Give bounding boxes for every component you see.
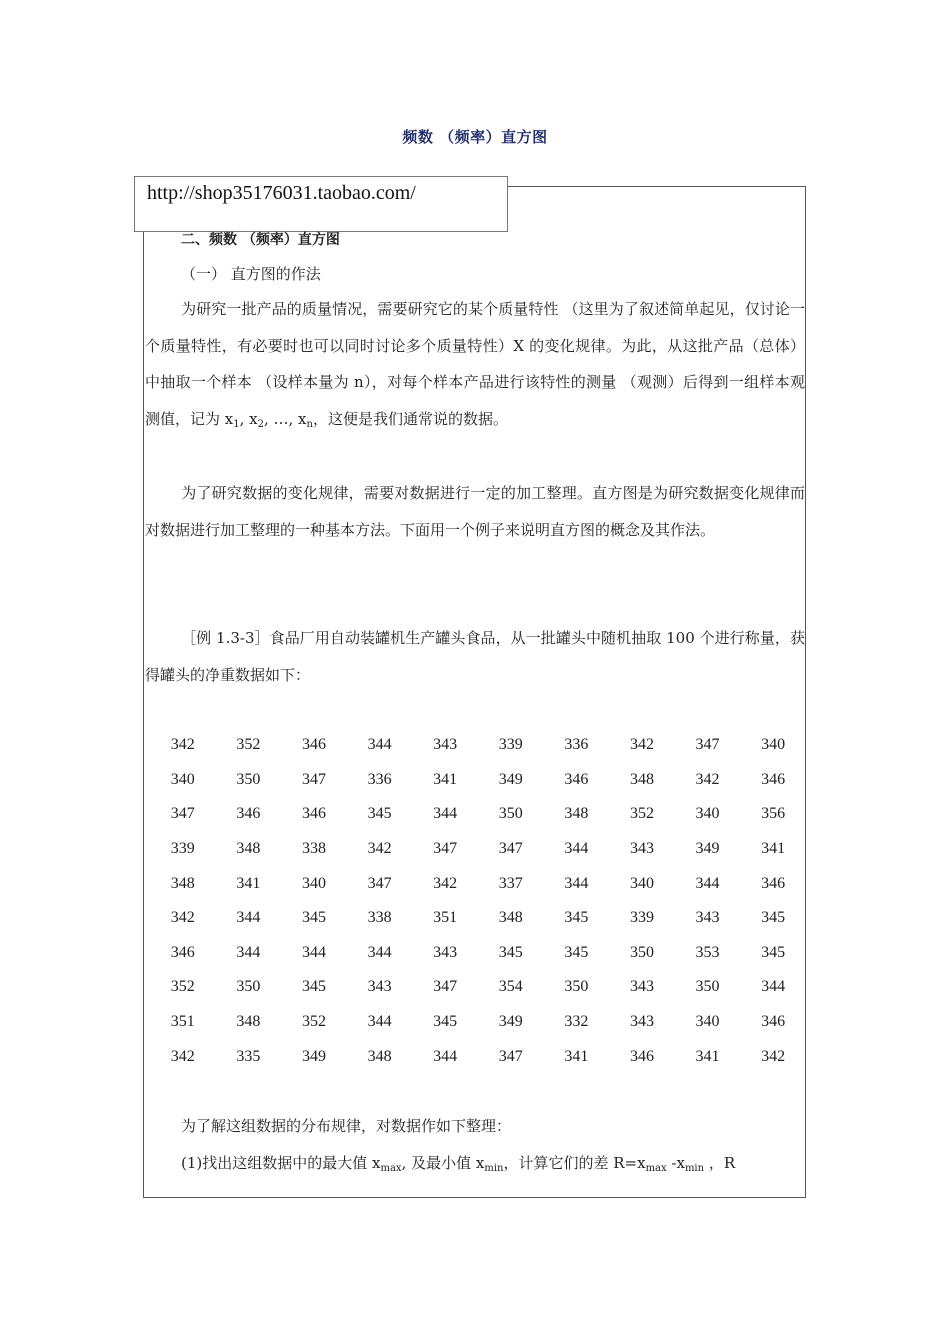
subscript-min-2: min bbox=[684, 1163, 705, 1174]
paragraph-3 bbox=[145, 1108, 805, 1145]
url-text: http://shop35176031.taobao.com/ bbox=[147, 182, 416, 204]
step-1-mid3: -x bbox=[666, 1154, 685, 1172]
table-cell: 332 bbox=[564, 1013, 589, 1031]
table-cell: 345 bbox=[433, 1013, 458, 1031]
table-row bbox=[150, 866, 806, 901]
table-cell: 345 bbox=[301, 978, 326, 996]
table-cell: 345 bbox=[564, 909, 589, 927]
table-cell: 348 bbox=[170, 874, 195, 892]
table-cell: 352 bbox=[629, 805, 654, 823]
paragraph-2 bbox=[145, 475, 805, 548]
table-cell: 344 bbox=[564, 874, 589, 892]
table-cell: 345 bbox=[367, 805, 392, 823]
table-cell: 343 bbox=[695, 909, 720, 927]
table-cell: 343 bbox=[433, 943, 458, 961]
table-cell: 349 bbox=[301, 1047, 326, 1065]
subscript-min: min bbox=[484, 1163, 504, 1174]
table-cell: 345 bbox=[761, 909, 786, 927]
table-cell: 346 bbox=[301, 805, 326, 823]
table-cell: 336 bbox=[564, 736, 589, 754]
table-cell: 342 bbox=[170, 1047, 195, 1065]
table-cell: 345 bbox=[761, 943, 786, 961]
step-1 bbox=[145, 1145, 805, 1188]
table-row bbox=[150, 901, 806, 936]
table-cell: 352 bbox=[236, 736, 261, 754]
table-cell: 351 bbox=[170, 1013, 195, 1031]
url-watermark-box bbox=[134, 176, 508, 232]
table-cell: 346 bbox=[761, 874, 786, 892]
table-cell: 347 bbox=[301, 770, 326, 788]
table-cell: 350 bbox=[695, 978, 720, 996]
table-cell: 337 bbox=[498, 874, 523, 892]
table-cell: 343 bbox=[629, 978, 654, 996]
document-title: 频数 （频率）直方图 bbox=[402, 128, 548, 146]
table-cell: 347 bbox=[695, 736, 720, 754]
table-cell: 335 bbox=[236, 1047, 261, 1065]
sub-heading: （一） 直方图的作法 bbox=[181, 265, 321, 283]
table-cell: 352 bbox=[301, 1013, 326, 1031]
table-cell: 338 bbox=[301, 840, 326, 858]
step-1-end: ，R bbox=[704, 1154, 736, 1172]
separator-2: , …, x bbox=[263, 409, 307, 428]
table-cell: 344 bbox=[367, 736, 392, 754]
table-cell: 347 bbox=[433, 978, 458, 996]
table-cell: 342 bbox=[695, 770, 720, 788]
table-cell: 346 bbox=[761, 1013, 786, 1031]
table-cell: 344 bbox=[301, 943, 326, 961]
table-cell: 336 bbox=[367, 770, 392, 788]
table-cell: 340 bbox=[695, 805, 720, 823]
table-cell: 338 bbox=[367, 909, 392, 927]
table-cell: 343 bbox=[433, 736, 458, 754]
table-cell: 339 bbox=[629, 909, 654, 927]
table-cell: 348 bbox=[236, 840, 261, 858]
paragraph-2-text: 为了研究数据的变化规律，需要对数据进行一定的加工整理。直方图是为研究数据变化规律而对数据进行加工整理的一种基本方法。下面用一个例子来说明直方图的概念及其作法。 bbox=[145, 484, 805, 539]
table-row bbox=[150, 797, 806, 832]
subscript-1: 1 bbox=[233, 418, 240, 430]
paragraph-1-end: ，这便是我们通常说的数据。 bbox=[312, 409, 508, 428]
table-cell: 347 bbox=[367, 874, 392, 892]
table-cell: 345 bbox=[564, 943, 589, 961]
table-cell: 345 bbox=[301, 909, 326, 927]
table-cell: 345 bbox=[498, 943, 523, 961]
table-cell: 350 bbox=[498, 805, 523, 823]
subscript-2: 2 bbox=[257, 418, 264, 430]
table-cell: 341 bbox=[695, 1047, 720, 1065]
table-cell: 344 bbox=[433, 1047, 458, 1065]
table-cell: 348 bbox=[236, 1013, 261, 1031]
table-cell: 347 bbox=[433, 840, 458, 858]
table-cell: 344 bbox=[564, 840, 589, 858]
table-cell: 343 bbox=[367, 978, 392, 996]
table-cell: 344 bbox=[367, 943, 392, 961]
table-cell: 341 bbox=[433, 770, 458, 788]
table-cell: 340 bbox=[170, 770, 195, 788]
subscript-max: max bbox=[380, 1163, 402, 1174]
table-row bbox=[150, 970, 806, 1005]
table-cell: 340 bbox=[761, 736, 786, 754]
table-cell: 350 bbox=[629, 943, 654, 961]
table-cell: 347 bbox=[498, 1047, 523, 1065]
table-cell: 349 bbox=[498, 1013, 523, 1031]
table-cell: 347 bbox=[170, 805, 195, 823]
table-row bbox=[150, 728, 806, 763]
separator-1: , x bbox=[239, 409, 258, 428]
table-cell: 349 bbox=[498, 770, 523, 788]
step-1-mid2: ，计算它们的差 R=x bbox=[503, 1154, 646, 1172]
table-cell: 352 bbox=[170, 978, 195, 996]
table-cell: 344 bbox=[367, 1013, 392, 1031]
table-cell: 344 bbox=[236, 943, 261, 961]
table-cell: 342 bbox=[433, 874, 458, 892]
table-cell: 350 bbox=[564, 978, 589, 996]
table-cell: 339 bbox=[498, 736, 523, 754]
table-cell: 342 bbox=[367, 840, 392, 858]
table-cell: 340 bbox=[301, 874, 326, 892]
table-cell: 341 bbox=[236, 874, 261, 892]
table-cell: 339 bbox=[170, 840, 195, 858]
step-1-text: (1)找出这组数据中的最大值 x bbox=[181, 1154, 381, 1172]
table-cell: 356 bbox=[761, 805, 786, 823]
subscript-max-2: max bbox=[645, 1163, 667, 1174]
table-cell: 350 bbox=[236, 770, 261, 788]
table-cell: 354 bbox=[498, 978, 523, 996]
table-cell: 346 bbox=[761, 770, 786, 788]
table-cell: 348 bbox=[498, 909, 523, 927]
table-cell: 346 bbox=[170, 943, 195, 961]
table-cell: 349 bbox=[695, 840, 720, 858]
table-cell: 343 bbox=[629, 1013, 654, 1031]
table-cell: 346 bbox=[236, 805, 261, 823]
table-cell: 342 bbox=[170, 909, 195, 927]
example-text: 食品厂用自动装罐机生产罐头食品，从一批罐头中随机抽取 100 个进行称量，获得罐头的净重数据如下： bbox=[145, 629, 805, 684]
table-cell: 350 bbox=[236, 978, 261, 996]
step-1-mid1: , 及最小值 x bbox=[401, 1154, 485, 1172]
table-cell: 348 bbox=[629, 770, 654, 788]
table-cell: 340 bbox=[629, 874, 654, 892]
table-cell: 348 bbox=[564, 805, 589, 823]
table-cell: 346 bbox=[629, 1047, 654, 1065]
table-row bbox=[150, 832, 806, 867]
table-cell: 351 bbox=[433, 909, 458, 927]
table-cell: 342 bbox=[629, 736, 654, 754]
table-row bbox=[150, 936, 806, 971]
table-cell: 341 bbox=[761, 840, 786, 858]
table-cell: 347 bbox=[498, 840, 523, 858]
table-cell: 346 bbox=[301, 736, 326, 754]
table-cell: 340 bbox=[695, 1013, 720, 1031]
paragraph-1 bbox=[145, 291, 805, 443]
paragraph-1-text: 为研究一批产品的质量情况，需要研究它的某个质量特性 （这里为了叙述简单起见，仅讨论一个质量特性，有必要时也可以同时讨论多个质量特性）X 的变化规律。为此，从这批产品（总体）中抽取一个样本 （设样本量为 n），对每个样本产品进行该特性的测量 （观测）后得到一组样本观测值，记为 x bbox=[145, 300, 805, 428]
table-cell: 346 bbox=[564, 770, 589, 788]
table-row bbox=[150, 1039, 806, 1074]
table-cell: 341 bbox=[564, 1047, 589, 1065]
example-paragraph bbox=[145, 620, 805, 693]
table-row bbox=[150, 1005, 806, 1040]
table-cell: 353 bbox=[695, 943, 720, 961]
table-cell: 348 bbox=[367, 1047, 392, 1065]
data-table bbox=[150, 728, 806, 1074]
table-cell: 344 bbox=[433, 805, 458, 823]
table-row bbox=[150, 763, 806, 798]
paragraph-3-text: 为了解这组数据的分布规律，对数据作如下整理： bbox=[181, 1117, 512, 1135]
table-cell: 343 bbox=[629, 840, 654, 858]
subscript-n: n bbox=[306, 418, 313, 430]
table-cell: 342 bbox=[170, 736, 195, 754]
example-label: ［例 1.3-3］ bbox=[181, 629, 270, 647]
section-heading: 二、频数 （频率）直方图 bbox=[181, 232, 340, 248]
table-cell: 344 bbox=[695, 874, 720, 892]
table-cell: 344 bbox=[761, 978, 786, 996]
table-cell: 342 bbox=[761, 1047, 786, 1065]
table-cell: 344 bbox=[236, 909, 261, 927]
